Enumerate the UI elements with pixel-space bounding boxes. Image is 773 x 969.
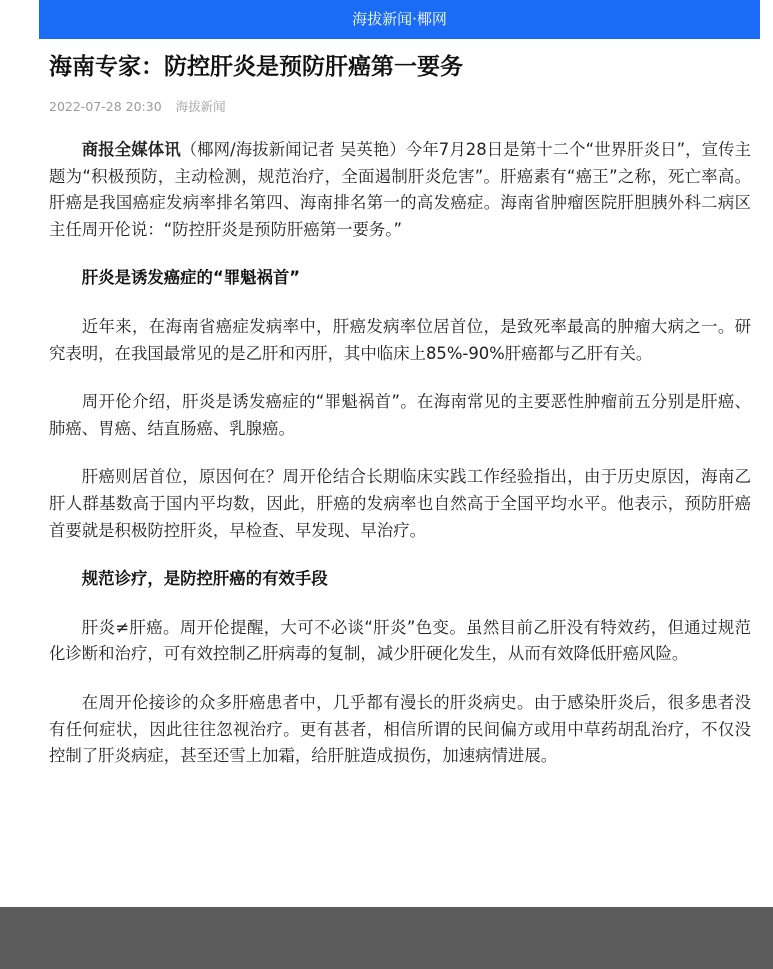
- site-title[interactable]: 海拔新闻·椰网: [352, 10, 447, 28]
- body-paragraph: 肝癌则居首位，原因何在？周开伦结合长期临床实践工作经验指出，由于历史原因，海南乙肝人群基数高于国内平均数，因此，肝癌的发病率也自然高于全国平均水平。他表示，预防肝癌首要就是积极防控肝炎，早检查、早发现、早治疗。: [49, 467, 751, 540]
- lead-paragraph: [49, 137, 751, 243]
- body-paragraph: 周开伦介绍，肝炎是诱发癌症的“罪魁祸首”。在海南常见的主要恶性肿瘤前五分别是肝癌、肺癌、胃癌、结直肠癌、乳腺癌。: [49, 392, 751, 438]
- body-paragraph: 近年来，在海南省癌症发病率中，肝癌发病率位居首位，是致死率最高的肿瘤大病之一。研究表明，在我国最常见的是乙肝和丙肝，其中临床上85%-90%肝癌都与乙肝有关。: [49, 316, 751, 363]
- section-heading: 肝炎是诱发癌症的“罪魁祸首”: [81, 268, 301, 288]
- article-title: 海南专家：防控肝炎是预防肝癌第一要务: [49, 54, 463, 80]
- article-date: 2022-07-28 20:30: [49, 99, 162, 114]
- lead-text: （椰网/海拔新闻记者 吴英艳）今年7月28日是第十二个“世界肝炎日”，宣传主题为“积极预防，主动检测，规范治疗，全面遏制肝炎危害”。肝癌素有“癌王”之称，死亡率高。肝癌是我国癌症发病率排名第四、海南排名第一的高发癌症。海南省肿瘤医院肝胆胰外科二病区主任周开伦说：“防控肝炎是预防肝癌第一要务。”: [49, 140, 752, 239]
- lead-label: 商报全媒体讯: [81, 140, 181, 159]
- section-heading: 规范诊疗，是防控肝癌的有效手段: [81, 569, 328, 589]
- article-body: [49, 137, 751, 770]
- article-container: [49, 39, 751, 792]
- body-paragraph: 肝炎≠肝癌。周开伦提醒，大可不必谈“肝炎”色变。虽然目前乙肝没有特效药，但通过规范化诊断和治疗，可有效控制乙肝病毒的复制，减少肝硬化发生，从而有效降低肝癌风险。: [49, 617, 751, 664]
- bottom-bar: [0, 907, 773, 969]
- article-source[interactable]: 海拔新闻: [175, 99, 226, 114]
- article-meta: [49, 99, 751, 115]
- body-paragraph: 在周开伦接诊的众多肝癌患者中，几乎都有漫长的肝炎病史。由于感染肝炎后，很多患者没有任何症状，因此往往忽视治疗。更有甚者，相信所谓的民间偏方或用中草药胡乱治疗，不仅没控制了肝炎病症，甚至还雪上加霜，给肝脏造成损伤，加速病情进展。: [49, 692, 751, 766]
- site-header-bar: [39, 0, 760, 39]
